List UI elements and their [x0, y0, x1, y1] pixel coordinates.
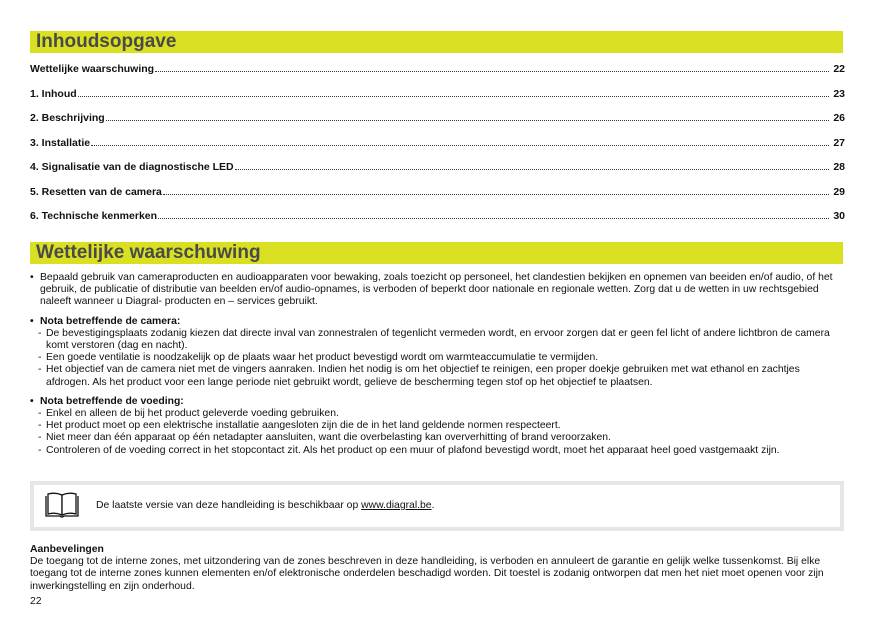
toc-entry-page: 27 [833, 136, 845, 149]
dash: - [38, 432, 42, 444]
bullet: • [30, 395, 34, 407]
toc-entry-page: 28 [833, 161, 845, 173]
toc-leader [155, 71, 829, 72]
manual-note-text [96, 500, 434, 511]
toc-entry-label: 4. Signalisatie van de diagnostische LED [30, 161, 234, 173]
page-number: 22 [30, 596, 42, 607]
toc-entry-legal[interactable] [30, 62, 845, 76]
dash: - [38, 364, 42, 376]
camera-note-item [30, 352, 845, 364]
power-note-item [30, 420, 845, 432]
toc-entry-page: 26 [833, 112, 845, 124]
camera-note-item-text: Een goede ventilatie is noodzakelijk op de plaats waar het product bevestigd wordt om warmteaccumulatie te vermijden. [46, 352, 599, 364]
toc-entry-label: 5. Resetten van de camera [30, 185, 162, 198]
bullet: • [30, 272, 34, 283]
bullet: • [30, 315, 34, 327]
power-note-heading-text: Nota betreffende de voeding: [40, 395, 184, 407]
toc-entry-label: Wettelijke waarschuwing [30, 63, 155, 75]
dash: - [38, 327, 42, 339]
toc-entry-reset[interactable] [30, 185, 845, 199]
power-note-item-text: Enkel en alleen de bij het product geleverde voeding gebruiken. [46, 408, 339, 420]
dash: - [38, 420, 42, 432]
manual-note-box [30, 481, 844, 531]
camera-note-item-text: De bevestigingsplaats zodanig kiezen dat directe inval van zonnestralen of tegenlicht vermeden wordt, en ervoor zorgen dat er geen fel licht of andere lichtbron de camera komt verstoren (dag en nacht). [46, 327, 830, 352]
toc-entry-label: 1. Inhoud [30, 87, 77, 100]
manual-note-suffix: . [431, 500, 435, 511]
camera-note-item [30, 328, 845, 352]
power-note-heading [30, 396, 845, 408]
toc-entry-specs[interactable] [30, 209, 845, 223]
camera-note-heading-text: Nota betreffende de camera: [40, 315, 181, 327]
toc-entry-label: 3. Installatie [30, 136, 91, 149]
manual-note-inner [34, 485, 840, 527]
toc-leader [158, 218, 829, 219]
recommendations-title: Aanbevelingen [30, 544, 104, 555]
toc-entry-label: 6. Technische kenmerken [30, 210, 158, 222]
toc-entry-label: 2. Beschrijving [30, 112, 105, 124]
camera-note-item [30, 364, 845, 388]
toc-entry-installation[interactable] [30, 136, 845, 150]
toc-leader [163, 194, 829, 195]
legal-intro-text: Bepaald gebruik van cameraproducten en audioapparaten voor bewaking, zoals toezicht op personeel, het clandestien bekijken en opnemen van beeiden en/of audio, of het gebruik, de publicatie of distributie van beelden en/of audio-opnames, is verboden of beperkt door nationale en regionale wetten. Zorg dat u de wetten in uw rechtsgebied naleeft wanneer u Diagral- producten en – services gebruikt. [40, 272, 833, 308]
toc-entry-page: 29 [833, 185, 845, 198]
legal-section [30, 272, 845, 457]
manual-note-prefix: De laatste versie van deze handleiding is beschikbaar op [96, 500, 362, 511]
power-note-item [30, 445, 845, 457]
toc-entry-led[interactable] [30, 160, 845, 174]
toc-entry-description[interactable] [30, 111, 845, 125]
power-note-item [30, 432, 845, 444]
toc-entry-page: 30 [833, 210, 845, 222]
book-icon [44, 492, 80, 520]
recommendations-text: De toegang tot de interne zones, met uitzondering van de zones beschreven in deze handleiding, is verboden en annuleert de garantie en gelijk welke tussenkomst. Bij elke toegang tot de interne zones kunnen elementen en/of elektronische onderdelen beschadigd worden. Dit toestel is zodanig ontworpen dat men het niet moet openen voor zijn inwerkingstelling en zijn onderhoud. [30, 556, 824, 592]
toc-leader [91, 145, 829, 146]
legal-intro [30, 272, 845, 309]
toc-leader [78, 96, 830, 97]
recommendations [30, 544, 845, 593]
power-note-item-text: Niet meer dan één apparaat op één netadapter aansluiten, want die overbelasting kan oververhitting of brand veroorzaken. [46, 432, 611, 444]
power-note-item-text: Controleren of de voeding correct in het stopcontact zit. Als het product op een muur of plafond bevestigd wordt, moet het apparaat heel goed vastgemaakt zijn. [46, 444, 780, 456]
power-note-item [30, 408, 845, 420]
toc-leader [235, 169, 830, 170]
toc-entry-contents[interactable] [30, 87, 845, 101]
camera-note-item-text: Het objectief van de camera niet met de vingers aanraken. Indien het nodig is om het objectief te reinigen, een proper doekje gebruiken met wat ethanol en zachtjes afdrogen. Als het product voor een lange periode niet gebruikt wordt, gelieve de bescherming tegen stof op het objectief te plaatsen. [46, 364, 800, 388]
toc-leader [106, 120, 830, 121]
diagral-link[interactable]: www.diagral.be [361, 500, 432, 511]
dash: - [38, 444, 42, 456]
dash: - [38, 352, 42, 364]
toc-heading: Inhoudsopgave [30, 31, 843, 53]
camera-note-heading [30, 316, 845, 328]
dash: - [38, 408, 42, 420]
legal-heading: Wettelijke waarschuwing [30, 242, 843, 264]
toc-entry-page: 22 [833, 63, 845, 75]
toc-entry-page: 23 [833, 87, 845, 100]
power-note-item-text: Het product moet op een elektrische installatie aangesloten zijn die de in het land geldende normen respecteert. [46, 420, 561, 432]
